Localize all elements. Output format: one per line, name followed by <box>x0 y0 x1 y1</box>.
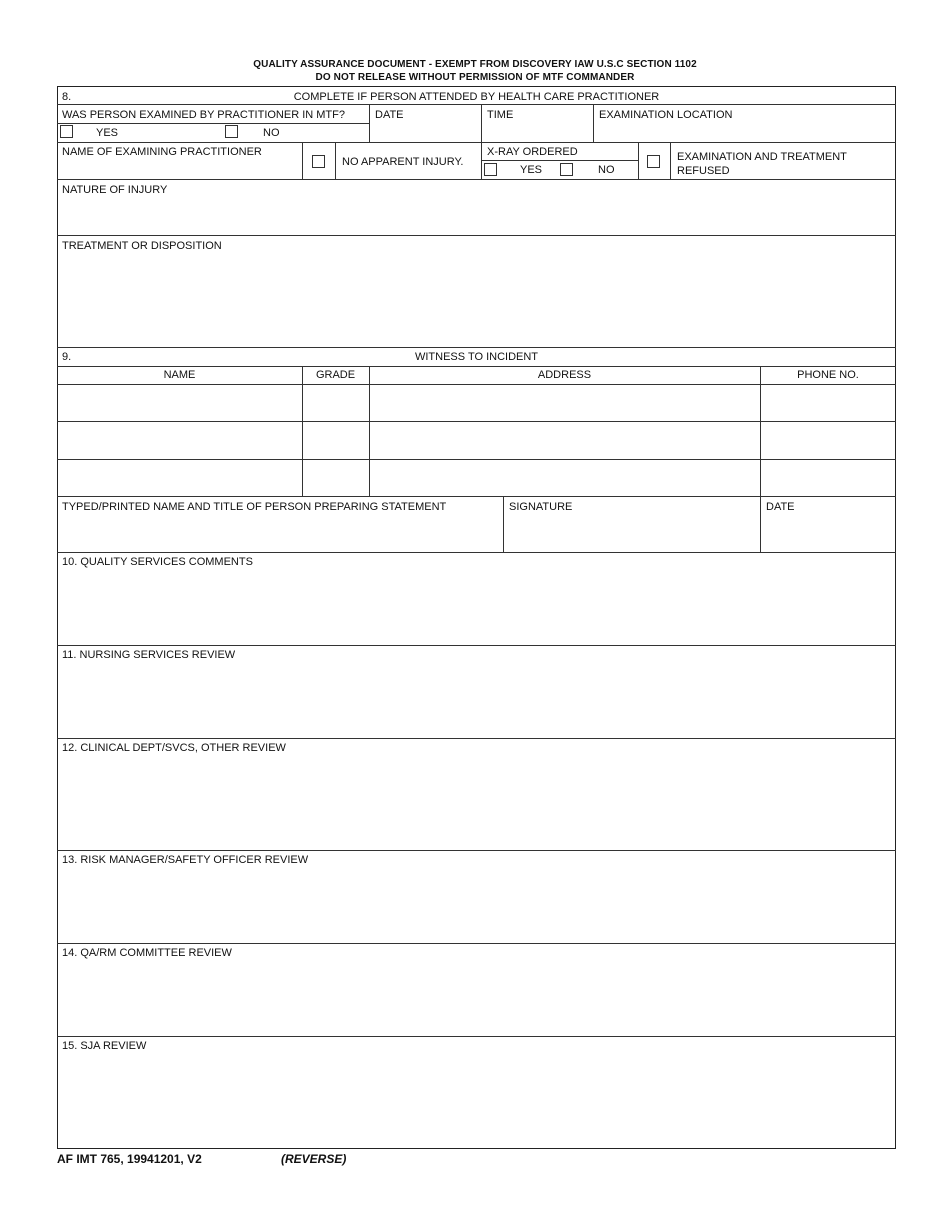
exam-location-label: EXAMINATION LOCATION <box>599 109 733 121</box>
nature-of-injury-label: NATURE OF INJURY <box>62 184 168 196</box>
section-9-title: WITNESS TO INCIDENT <box>414 351 539 363</box>
rule <box>57 1036 896 1037</box>
rule <box>760 366 761 552</box>
preparer-date-label: DATE <box>766 501 795 513</box>
no-injury-label: NO APPARENT INJURY. <box>342 156 464 168</box>
rule <box>57 179 896 180</box>
clinical-dept-review-label: 12. CLINICAL DEPT/SVCS, OTHER REVIEW <box>62 742 286 754</box>
exam-refused-checkbox[interactable] <box>647 155 660 168</box>
examined-no-checkbox[interactable] <box>225 125 238 138</box>
exam-time-label: TIME <box>487 109 514 121</box>
witness-phone-header: PHONE NO. <box>797 369 859 381</box>
xray-no-checkbox[interactable] <box>560 163 573 176</box>
rule <box>57 552 896 553</box>
rule <box>57 421 896 422</box>
sja-review-label: 15. SJA REVIEW <box>62 1040 147 1052</box>
rule <box>503 496 504 552</box>
rule <box>57 123 369 124</box>
witness-address-header: ADDRESS <box>537 369 592 381</box>
exam-refused-label-line-2: REFUSED <box>677 165 730 177</box>
exam-date-label: DATE <box>375 109 404 121</box>
rule <box>302 142 303 179</box>
practitioner-name-label: NAME OF EXAMINING PRACTITIONER <box>62 146 262 158</box>
rule <box>593 104 594 142</box>
rule <box>57 645 896 646</box>
rule <box>57 459 896 460</box>
rule <box>57 104 896 105</box>
exam-refused-label-line-1: EXAMINATION AND TREATMENT <box>677 151 847 163</box>
rule <box>57 850 896 851</box>
form-id: AF IMT 765, 19941201, V2 <box>57 1152 202 1166</box>
header-line-2: DO NOT RELEASE WITHOUT PERMISSION OF MTF COMMANDER <box>315 72 635 83</box>
rule <box>57 384 896 385</box>
section-8-title: COMPLETE IF PERSON ATTENDED BY HEALTH CARE PRACTITIONER <box>293 91 660 103</box>
examined-no-label: NO <box>263 127 280 139</box>
examined-yes-label: YES <box>96 127 119 139</box>
rule <box>57 496 896 497</box>
rule <box>57 347 896 348</box>
rule <box>638 142 639 179</box>
witness-name-header: NAME <box>163 369 196 381</box>
rule <box>481 160 638 161</box>
rule <box>369 104 370 142</box>
rule <box>481 104 482 179</box>
no-injury-checkbox[interactable] <box>312 155 325 168</box>
rule <box>57 142 896 143</box>
form-side: (REVERSE) <box>281 1152 347 1166</box>
section-9-number: 9. <box>62 351 72 363</box>
rule <box>670 142 671 179</box>
rule <box>57 943 896 944</box>
xray-yes-checkbox[interactable] <box>484 163 497 176</box>
treatment-disposition-label: TREATMENT OR DISPOSITION <box>62 240 222 252</box>
xray-yes-label: YES <box>520 164 543 176</box>
examined-question-label: WAS PERSON EXAMINED BY PRACTITIONER IN MTF? <box>62 109 345 121</box>
xray-no-label: NO <box>598 164 615 176</box>
rule <box>302 366 303 496</box>
preparer-signature-label: SIGNATURE <box>509 501 573 513</box>
risk-manager-review-label: 13. RISK MANAGER/SAFETY OFFICER REVIEW <box>62 854 309 866</box>
witness-grade-header: GRADE <box>315 369 356 381</box>
preparer-name-title-label: TYPED/PRINTED NAME AND TITLE OF PERSON PREPARING STATEMENT <box>62 501 447 513</box>
qa-rm-committee-review-label: 14. QA/RM COMMITTEE REVIEW <box>62 947 232 959</box>
examined-yes-checkbox[interactable] <box>60 125 73 138</box>
rule <box>57 235 896 236</box>
nursing-services-review-label: 11. NURSING SERVICES REVIEW <box>62 649 236 661</box>
quality-services-comments-label: 10. QUALITY SERVICES COMMENTS <box>62 556 253 568</box>
header-line-1: QUALITY ASSURANCE DOCUMENT - EXEMPT FROM DISCOVERY IAW U.S.C SECTION 1102 <box>253 59 697 70</box>
rule <box>57 738 896 739</box>
rule <box>369 366 370 496</box>
section-8-number: 8. <box>62 91 72 103</box>
rule <box>57 366 896 367</box>
rule <box>335 142 336 179</box>
xray-ordered-label: X-RAY ORDERED <box>487 146 578 158</box>
